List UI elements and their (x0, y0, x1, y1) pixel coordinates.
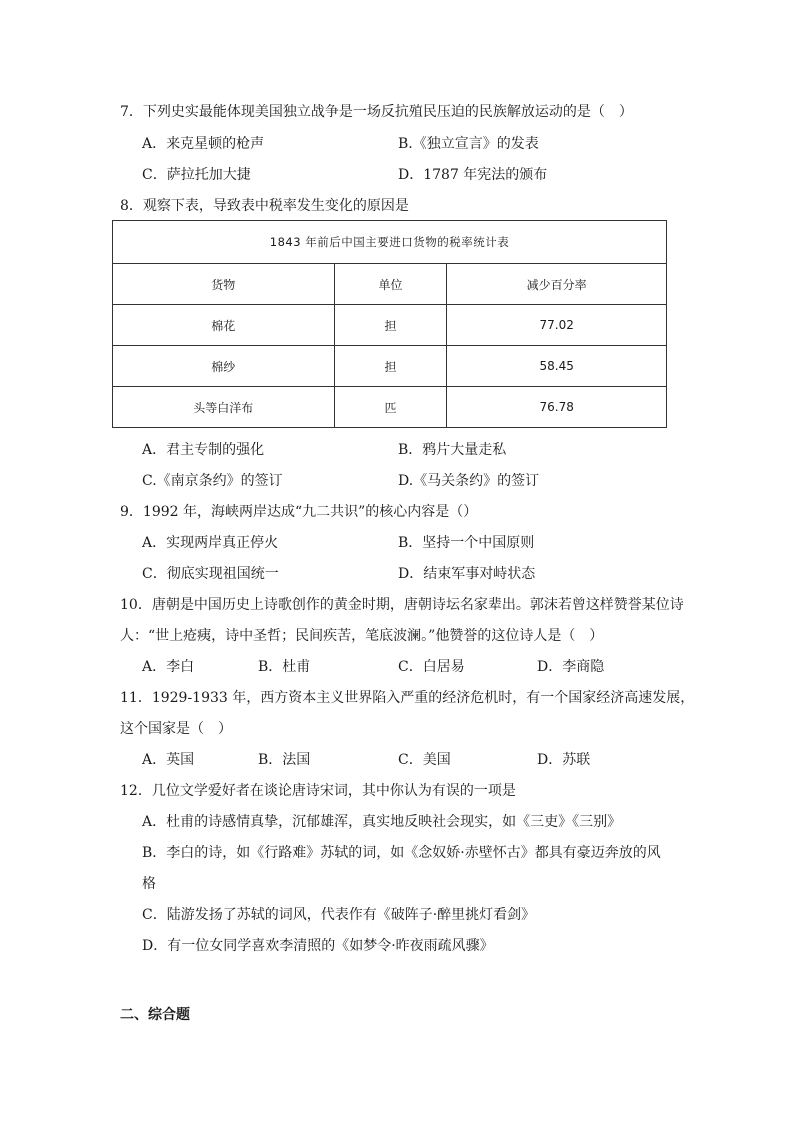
table-row (113, 346, 667, 387)
q7-option-b: B.《独立宣言》的发表 (398, 136, 539, 152)
q12-option-d: D．有一位女同学喜欢李清照的《如梦令·昨夜雨疏风骤》 (142, 938, 494, 954)
q11-stem-line1: 11．1929-1933 年，西方资本主义世界陷入严重的经济危机时，有一个国家经济高速发展， (120, 690, 695, 706)
q9-option-b: B．坚持一个中国原则 (398, 535, 535, 551)
table-cell: 担 (334, 346, 447, 387)
q7-option-a: A．来克星顿的枪声 (142, 136, 265, 152)
q11-option-b: B．法国 (258, 752, 311, 768)
q10-option-a: A．李白 (142, 659, 195, 675)
q12-option-b-line2: 格 (142, 876, 156, 892)
table-cell: 头等白洋布 (113, 387, 335, 428)
table-cell: 匹 (334, 387, 447, 428)
table-cell: 77.02 (447, 305, 667, 346)
table-cell: 担 (334, 305, 447, 346)
table-row (113, 387, 667, 428)
q7-option-d: D．1787 年宪法的颁布 (398, 167, 548, 183)
table-header: 减少百分率 (447, 264, 667, 305)
table-cell: 58.45 (447, 346, 667, 387)
table-header: 单位 (334, 264, 447, 305)
q12-stem: 12．几位文学爱好者在谈论唐诗宋词，其中你认为有误的一项是 (120, 783, 516, 799)
q12-option-c: C．陆游发扬了苏轼的词风，代表作有《破阵子·醉里挑灯看剑》 (142, 907, 536, 923)
table-header: 货物 (113, 264, 335, 305)
q11-option-d: D．苏联 (537, 752, 591, 768)
q8-option-a: A．君主专制的强化 (142, 442, 265, 458)
tax-rate-table (112, 220, 667, 428)
q7-stem: 7．下列史实最能体现美国独立战争是一场反抗殖民压迫的民族解放运动的是（ ） (120, 104, 633, 120)
q9-option-a: A．实现两岸真正停火 (142, 535, 279, 551)
q7-option-c: C．萨拉托加大捷 (142, 167, 251, 183)
table-row (113, 305, 667, 346)
q9-option-c: C．彻底实现祖国统一 (142, 566, 279, 582)
section-heading: 二、综合题 (120, 1007, 190, 1023)
q10-option-b: B．杜甫 (258, 659, 311, 675)
q10-option-c: C．白居易 (398, 659, 465, 675)
q10-stem-line2: 人：“世上疮痍，诗中圣哲；民间疾苦，笔底波澜。”他赞誉的这位诗人是（ ） (120, 628, 604, 644)
table-cell: 棉花 (113, 305, 335, 346)
q8-option-b: B．鸦片大量走私 (398, 442, 507, 458)
q10-option-d: D．李商隐 (537, 659, 605, 675)
table-cell: 76.78 (447, 387, 667, 428)
q11-option-c: C．美国 (398, 752, 451, 768)
q9-option-d: D．结束军事对峙状态 (398, 566, 536, 582)
table-cell: 棉纱 (113, 346, 335, 387)
q8-option-d: D.《马关条约》的签订 (398, 473, 540, 489)
table-header-row (113, 264, 667, 305)
q8-option-c: C.《南京条约》的签订 (142, 473, 283, 489)
q9-stem: 9．1992 年，海峡两岸达成“九二共识”的核心内容是（） (120, 504, 478, 520)
q10-stem-line1: 10．唐朝是中国历史上诗歌创作的黄金时期，唐朝诗坛名家辈出。郭沫若曾这样赞誉某位诗 (120, 597, 684, 613)
q12-option-a: A．杜甫的诗感情真挚，沉郁雄浑，真实地反映社会现实，如《三吏》《三别》 (142, 814, 622, 830)
q12-option-b-line1: B．李白的诗，如《行路难》苏轼的词，如《念奴娇·赤壁怀古》都具有豪迈奔放的风 (142, 845, 661, 861)
table-caption: 1843 年前后中国主要进口货物的税率统计表 (113, 221, 667, 264)
q11-stem-line2: 这个国家是（ ） (120, 721, 232, 737)
q8-stem: 8．观察下表，导致表中税率发生变化的原因是 (120, 198, 409, 214)
q11-option-a: A．英国 (142, 752, 195, 768)
